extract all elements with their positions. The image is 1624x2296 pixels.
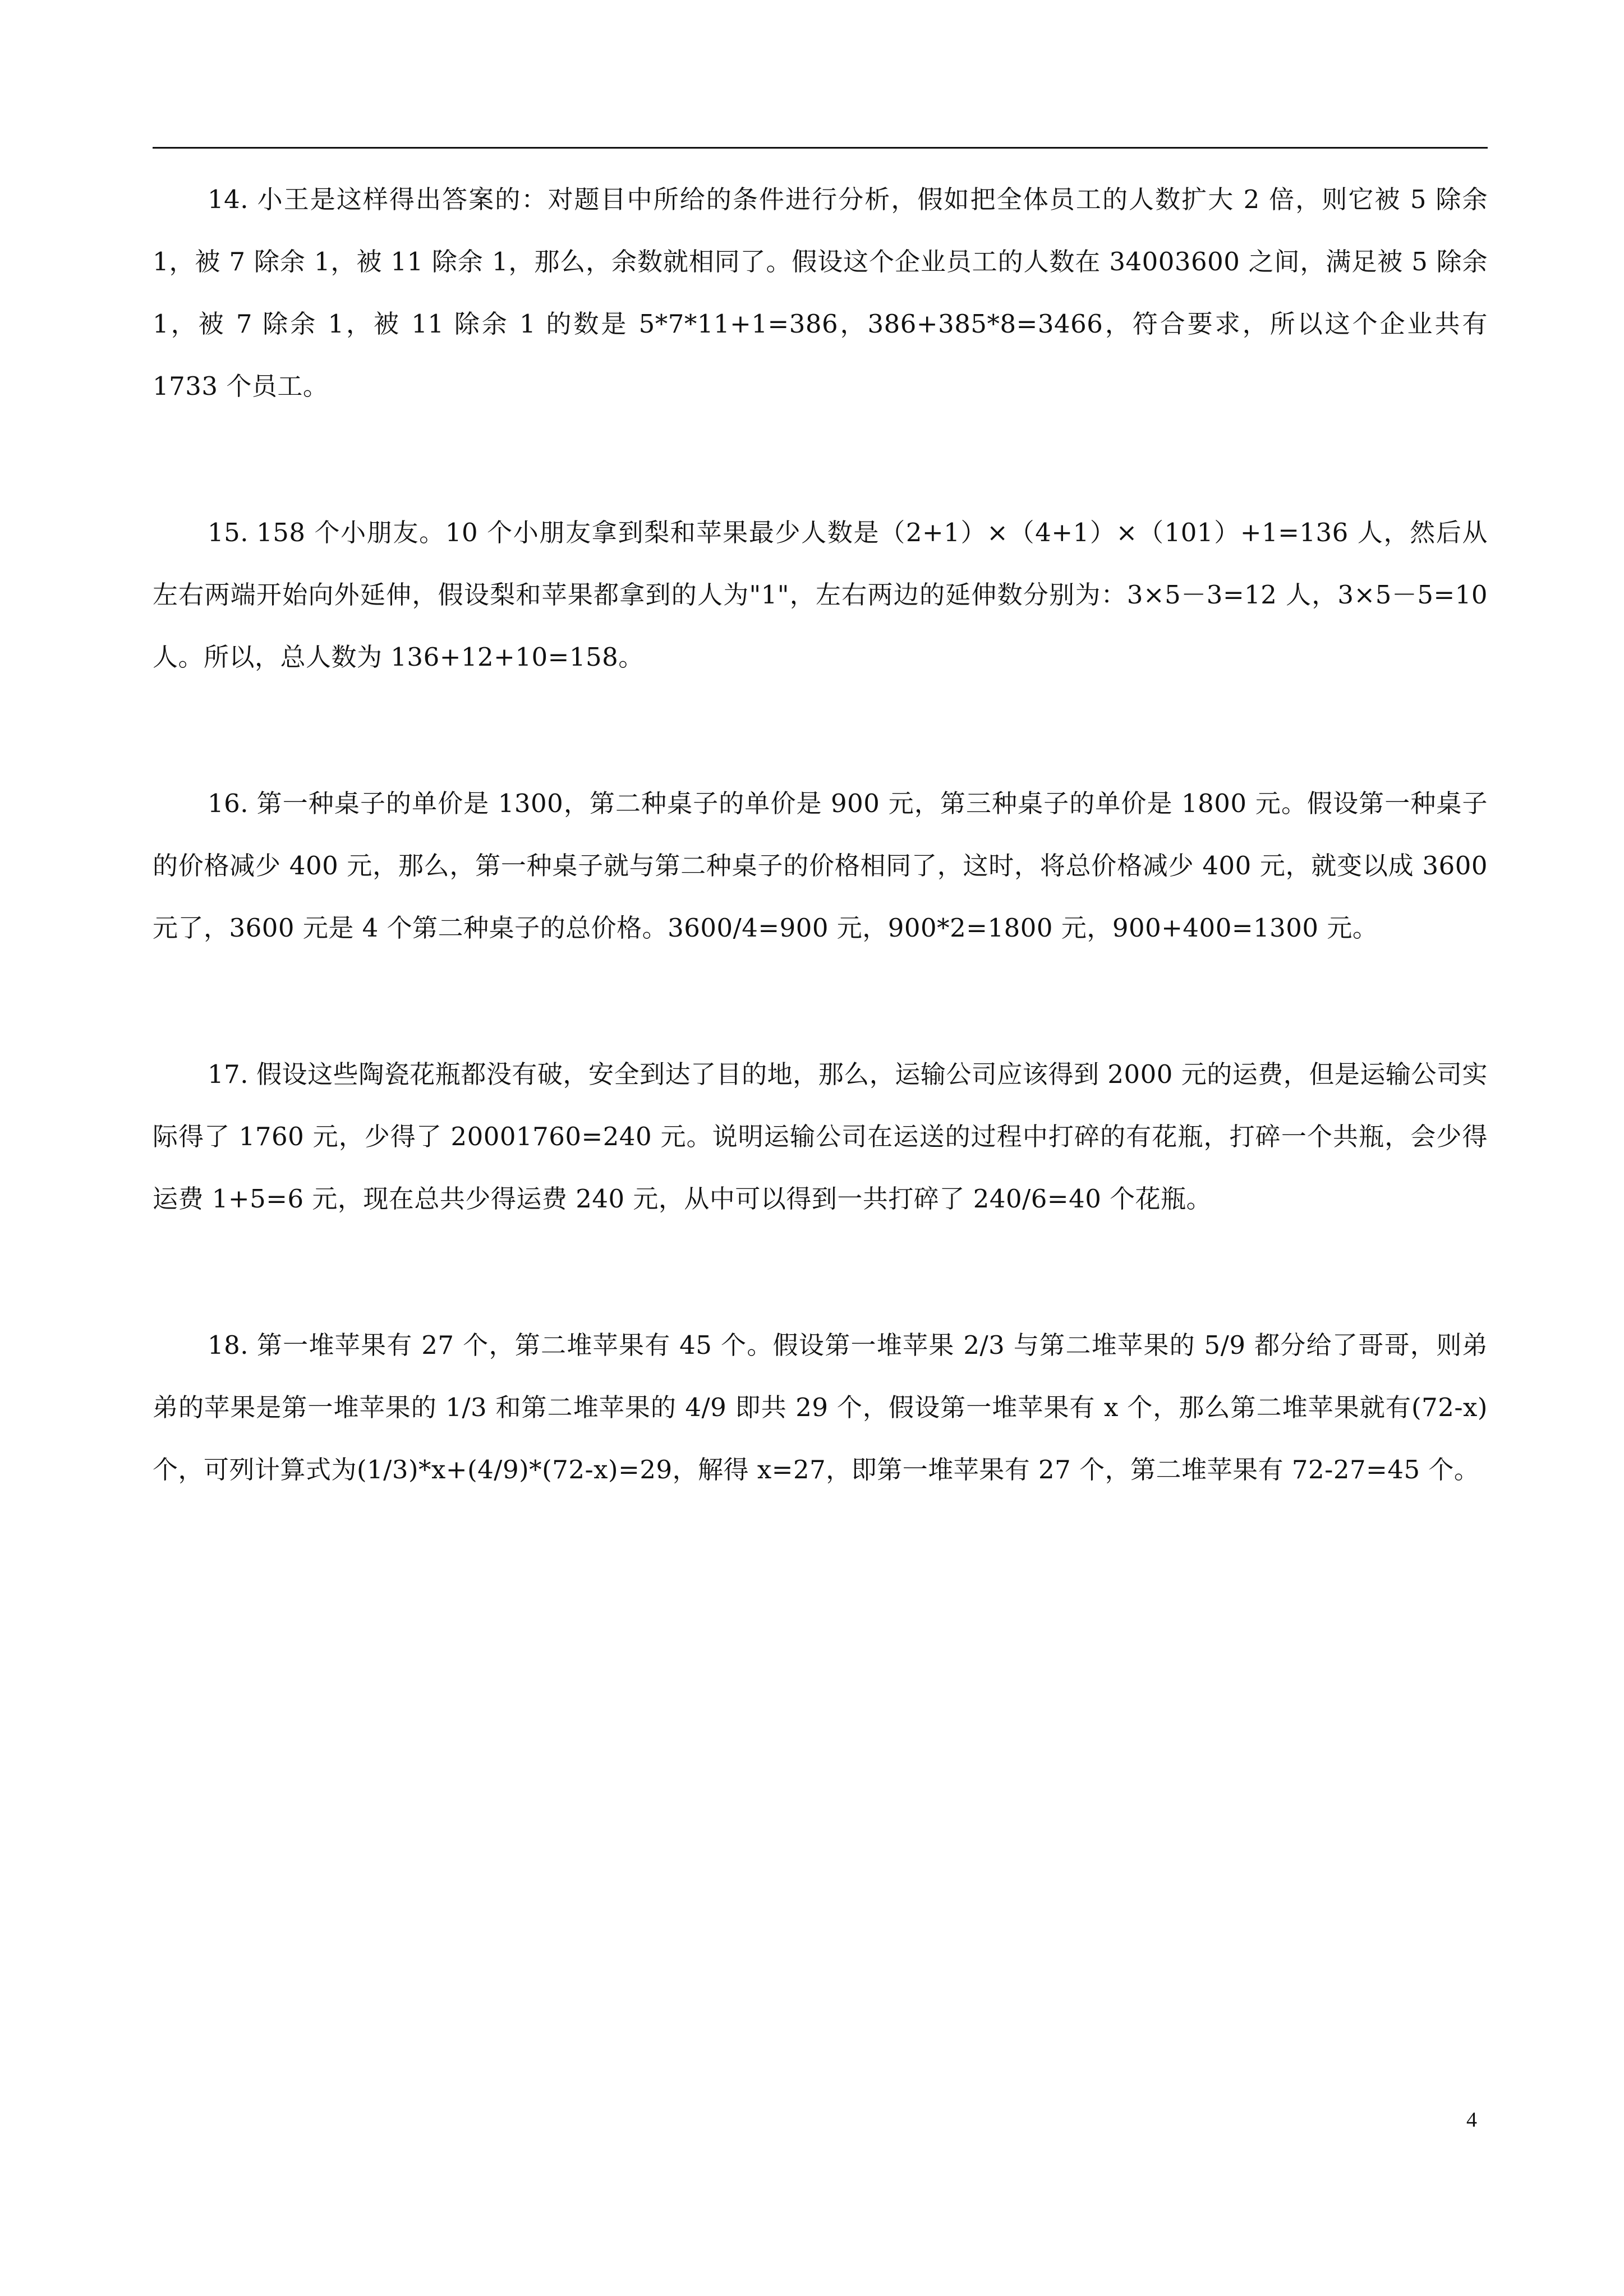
answer-number: 14. [208, 185, 249, 214]
answer-16 [153, 772, 1488, 959]
answer-text: 第一堆苹果有 27 个，第二堆苹果有 45 个。假设第一堆苹果 2/3 与第二堆苹果的 5/9 都分给了哥哥，则弟弟的苹果是第一堆苹果的 1/3 和第二堆苹果的 4/9 即共 29 个，假设第一堆苹果有 x 个，那么第二堆苹果就有(72-x)个，可列计算式为(1/3)*x+(4/9)*(72-x)=29，解得 x=27，即第一堆苹果有 27 个，第二堆苹果有 72-27=45 个。 [153, 1330, 1488, 1484]
answer-number: 16. [208, 789, 249, 818]
answer-number: 15. [208, 518, 249, 547]
answer-text: 假设这些陶瓷花瓶都没有破，安全到达了目的地，那么，运输公司应该得到 2000 元的运费，但是运输公司实际得了 1760 元，少得了 20001760=240 元。说明运输公司在运送的过程中打碎的有花瓶，打碎一个共瓶，会少得运费 1+5=6 元，现在总共少得运费 240 元，从中可以得到一共打碎了 240/6=40 个花瓶。 [153, 1059, 1488, 1214]
answer-18 [153, 1314, 1488, 1501]
answer-text: 第一种桌子的单价是 1300，第二种桌子的单价是 900 元，第三种桌子的单价是 1800 元。假设第一种桌子的价格减少 400 元，那么，第一种桌子就与第二种桌子的价格相同了，这时，将总价格减少 400 元，就变以成 3600 元了，3600 元是 4 个第二种桌子的总价格。3600/4=900 元，900*2=1800 元，900+400=1300 元。 [153, 789, 1488, 943]
answer-text: 小王是这样得出答案的：对题目中所给的条件进行分析，假如把全体员工的人数扩大 2 倍，则它被 5 除余 1，被 7 除余 1，被 11 除余 1，那么，余数就相同了。假设这个企业员工的人数在 34003600 之间，满足被 5 除余 1，被 7 除余 1，被 11 除余 1 的数是 5*7*11+1=386，386+385*8=3466，符合要求，所以这个企业共有 1733 个员工。 [153, 185, 1488, 401]
answer-text: 158 个小朋友。10 个小朋友拿到梨和苹果最少人数是（2+1）×（4+1）×（101）+1=136 人，然后从左右两端开始向外延伸，假设梨和苹果都拿到的人为"1"，左右两边的延伸数分别为：3×5－3=12 人，3×5－5=10 人。所以，总人数为 136+12+10=158。 [153, 518, 1488, 672]
header-rule [153, 147, 1488, 149]
answer-number: 17. [208, 1059, 249, 1089]
answers-section [153, 168, 1488, 1585]
answer-17 [153, 1043, 1488, 1230]
answer-number: 18. [208, 1330, 249, 1360]
answer-14 [153, 168, 1488, 417]
page-number: 4 [1466, 2108, 1477, 2132]
answer-15 [153, 501, 1488, 688]
